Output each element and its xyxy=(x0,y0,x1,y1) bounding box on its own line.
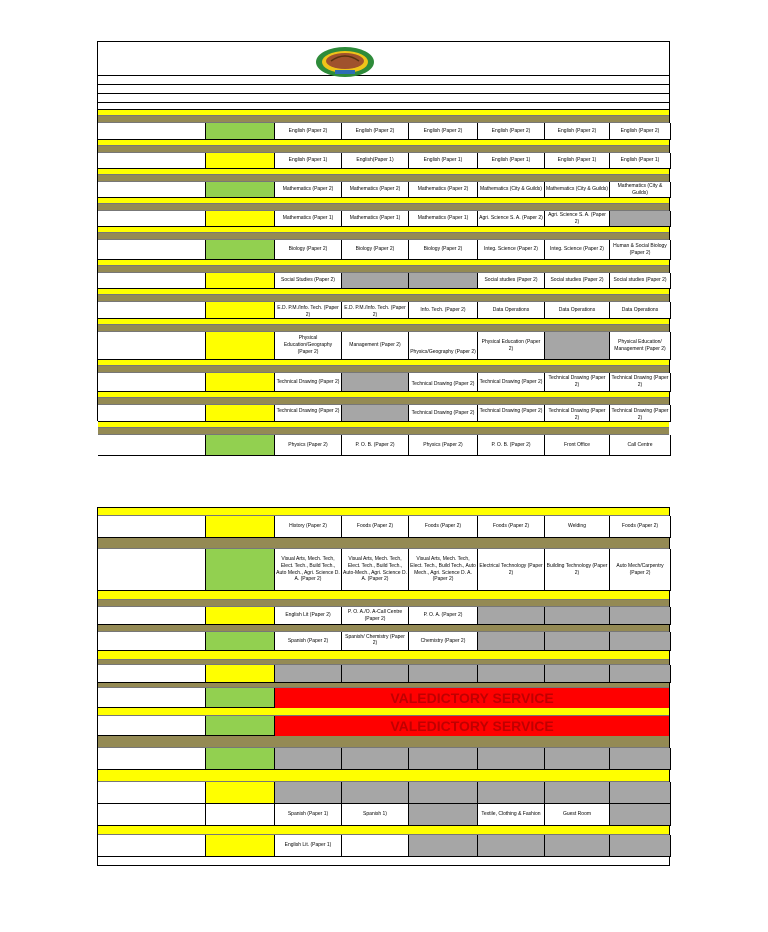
subject-cell: Technical Drawing (Paper 2) xyxy=(409,405,478,422)
olive-band xyxy=(98,266,669,273)
subject-cell xyxy=(409,273,478,289)
subject-cell xyxy=(610,607,671,625)
subject-cell: Mathematics (Paper 1) xyxy=(342,211,409,227)
olive-band xyxy=(98,398,669,405)
row-marker-cell xyxy=(206,123,275,140)
row-marker-cell xyxy=(206,748,275,770)
row-label-cell xyxy=(98,302,206,319)
school-crest-logo xyxy=(313,46,377,78)
olive-band xyxy=(98,736,669,748)
row-label-cell xyxy=(98,748,206,770)
schedule-row xyxy=(98,373,669,392)
row-marker-cell xyxy=(206,182,275,198)
row-label-cell xyxy=(98,211,206,227)
subject-cell: Physical Education/Geography (Paper 2) xyxy=(275,332,342,360)
subject-cell: Visual Arts, Mech. Tech, Elect. Tech., Build Tech., Auto Mech., Agri. Science D. A. (Paper 2) xyxy=(409,549,478,591)
subject-cell xyxy=(275,665,342,683)
row-label-cell xyxy=(98,273,206,289)
schedule-row xyxy=(98,240,669,260)
subject-cell xyxy=(342,748,409,770)
olive-band xyxy=(98,175,669,182)
subject-cell: Mathematics (Paper 2) xyxy=(342,182,409,198)
row-marker-cell xyxy=(206,405,275,422)
subject-cell: Physics/Geography (Paper 2) xyxy=(409,332,478,360)
subject-cell xyxy=(610,748,671,770)
yellow-band xyxy=(98,508,669,516)
subject-cell xyxy=(342,373,409,392)
subject-cell xyxy=(610,211,671,227)
subject-cell: Mathematics (Paper 1) xyxy=(275,211,342,227)
subject-cell: Mathematics (City & Guilds) xyxy=(478,182,545,198)
subject-cell: Integ. Science (Paper 2) xyxy=(478,240,545,260)
subject-cell: Welding xyxy=(545,516,610,538)
row-marker-cell xyxy=(206,782,275,804)
subject-cell xyxy=(478,748,545,770)
subject-cell: English (Paper 2) xyxy=(545,123,610,140)
subject-cell: Front Office xyxy=(545,435,610,456)
subject-cell: Technical Drawing (Paper 2) xyxy=(275,373,342,392)
subject-cell xyxy=(409,835,478,857)
subject-cell xyxy=(275,782,342,804)
subject-cell: Management (Paper 2) xyxy=(342,332,409,360)
subject-cell xyxy=(409,782,478,804)
schedule-row xyxy=(98,153,669,169)
schedule-row xyxy=(98,632,669,651)
schedule-row xyxy=(98,273,669,289)
subject-cell: Spanish (Paper 2) xyxy=(275,632,342,651)
olive-band xyxy=(98,366,669,373)
schedule-row xyxy=(98,302,669,319)
yellow-band xyxy=(98,651,669,660)
subject-cell: English (Paper 1) xyxy=(275,153,342,169)
row-marker-cell xyxy=(206,332,275,360)
subject-cell: Physical Education (Paper 2) xyxy=(478,332,545,360)
schedule-row xyxy=(98,405,669,422)
row-marker-cell xyxy=(206,302,275,319)
subject-cell: Social Studies (Paper 2) xyxy=(275,273,342,289)
row-label-cell xyxy=(98,516,206,538)
subject-cell: P. O. A./O. A-Call Centre (Paper 2) xyxy=(342,607,409,625)
row-label-cell xyxy=(98,435,206,456)
subject-cell: Textile, Clothing & Fashion xyxy=(478,804,545,826)
subject-cell: Human & Social Biology (Paper 2) xyxy=(610,240,671,260)
timetable-sheet-2 xyxy=(97,507,670,866)
subject-cell: English (Paper 2) xyxy=(610,123,671,140)
subject-cell xyxy=(409,665,478,683)
subject-cell: Physics (Paper 2) xyxy=(275,435,342,456)
schedule-row xyxy=(98,607,669,625)
subject-cell: Data Operations xyxy=(610,302,671,319)
olive-band xyxy=(98,146,669,153)
row-marker-cell xyxy=(206,516,275,538)
subject-cell xyxy=(545,835,610,857)
olive-band xyxy=(98,625,669,632)
subject-cell xyxy=(342,782,409,804)
subject-cell: Technical Drawing (Paper 2) xyxy=(545,405,610,422)
yellow-band xyxy=(98,708,669,716)
subject-cell: E.D. P.M./Info. Tech. (Paper 2) xyxy=(275,302,342,319)
row-marker-cell xyxy=(206,665,275,683)
row-marker-cell xyxy=(206,153,275,169)
subject-cell: Visual Arts, Mech. Tech, Elect. Tech., Build Tech., Auto Mech., Agri. Science D. A. (Paper 2) xyxy=(275,549,342,591)
subject-cell: Biology (Paper 2) xyxy=(409,240,478,260)
subject-cell: Foods (Paper 2) xyxy=(409,516,478,538)
subject-cell: Technical Drawing (Paper 2) xyxy=(610,405,671,422)
row-label-cell xyxy=(98,332,206,360)
row-label-cell xyxy=(98,373,206,392)
schedule-row xyxy=(98,549,669,591)
schedule-row xyxy=(98,123,669,140)
row-marker-cell xyxy=(206,273,275,289)
subject-cell: English Lit. (Paper 1) xyxy=(275,835,342,857)
row-marker-cell xyxy=(206,804,275,826)
subject-cell: Electrical Technology (Paper 2) xyxy=(478,549,545,591)
subject-cell: Building Technology (Paper 2) xyxy=(545,549,610,591)
subject-cell: English (Paper 1) xyxy=(409,153,478,169)
subject-cell xyxy=(545,665,610,683)
subject-cell: Spanish/ Chemistry (Paper 2) xyxy=(342,632,409,651)
schedule-row xyxy=(98,804,669,826)
subject-cell: Mathematics (City & Guilds) xyxy=(545,182,610,198)
subject-cell xyxy=(610,665,671,683)
subject-cell xyxy=(545,748,610,770)
olive-band xyxy=(98,538,669,549)
subject-cell: Mathematics (City & Guilds) xyxy=(610,182,671,198)
subject-cell: Technical Drawing (Paper 2) xyxy=(409,373,478,392)
valedictory-row xyxy=(98,716,669,736)
row-marker-cell xyxy=(206,373,275,392)
subject-cell: English Lit (Paper 2) xyxy=(275,607,342,625)
olive-band xyxy=(98,116,669,123)
subject-cell: Biology (Paper 2) xyxy=(342,240,409,260)
row-marker-cell xyxy=(206,632,275,651)
yellow-band xyxy=(98,826,669,835)
subject-cell: Social studies (Paper 2) xyxy=(478,273,545,289)
subject-cell xyxy=(478,782,545,804)
subject-cell xyxy=(478,632,545,651)
row-label-cell xyxy=(98,182,206,198)
row-marker-cell xyxy=(206,549,275,591)
subject-cell: Physics (Paper 2) xyxy=(409,435,478,456)
row-label-cell xyxy=(98,632,206,651)
subject-cell: Visual Arts, Mech. Tech, Elect. Tech., Build Tech., Auto-Mech., Agri. Science D. A. (Paper 2) xyxy=(342,549,409,591)
subject-cell xyxy=(545,632,610,651)
subject-cell: Chemistry (Paper 2) xyxy=(409,632,478,651)
subject-cell: English (Paper 2) xyxy=(275,123,342,140)
row-label-cell xyxy=(98,804,206,826)
row-marker-cell xyxy=(206,688,275,708)
valedictory-service-banner: VALEDICTORY SERVICE xyxy=(275,716,669,736)
subject-cell: P. O. B. (Paper 2) xyxy=(342,435,409,456)
valedictory-row xyxy=(98,688,669,708)
subject-cell: English(Paper 1) xyxy=(342,153,409,169)
row-marker-cell xyxy=(206,716,275,736)
subject-cell xyxy=(610,804,671,826)
subject-cell: Call Centre xyxy=(610,435,671,456)
row-label-cell xyxy=(98,665,206,683)
subject-cell: History (Paper 2) xyxy=(275,516,342,538)
subject-cell: Mathematics (Paper 1) xyxy=(409,211,478,227)
schedule-row xyxy=(98,516,669,538)
subject-cell: Data Operations xyxy=(478,302,545,319)
schedule-row xyxy=(98,835,669,857)
schedule-row xyxy=(98,211,669,227)
schedule-row xyxy=(98,782,669,804)
subject-cell xyxy=(610,835,671,857)
subject-cell: Technical Drawing (Paper 2) xyxy=(545,373,610,392)
subject-cell: Agri. Science S. A. (Paper 2) xyxy=(478,211,545,227)
subject-cell: English (Paper 2) xyxy=(342,123,409,140)
subject-cell: Physical Education/ Management (Paper 2) xyxy=(610,332,671,360)
subject-cell: Agri. Science S. A. (Paper 2) xyxy=(545,211,610,227)
row-marker-cell xyxy=(206,211,275,227)
subject-cell xyxy=(409,804,478,826)
subject-cell: Technical Drawing (Paper 2) xyxy=(275,405,342,422)
subject-cell: Foods (Paper 2) xyxy=(342,516,409,538)
subject-cell: Technical Drawing (Paper 2) xyxy=(478,373,545,392)
subject-cell: Mathematics (Paper 2) xyxy=(275,182,342,198)
olive-band xyxy=(98,233,669,240)
schedule-row xyxy=(98,665,669,683)
subject-cell xyxy=(545,607,610,625)
row-label-cell xyxy=(98,240,206,260)
subject-cell: Technical Drawing (Paper 2) xyxy=(478,405,545,422)
subject-cell: Info. Tech. (Paper 2) xyxy=(409,302,478,319)
subject-cell: Data Operations xyxy=(545,302,610,319)
subject-cell xyxy=(478,665,545,683)
row-label-cell xyxy=(98,782,206,804)
subject-cell: Foods (Paper 2) xyxy=(610,516,671,538)
olive-band xyxy=(98,204,669,211)
subject-cell xyxy=(409,748,478,770)
subject-cell xyxy=(342,273,409,289)
subject-cell: Technical Drawing (Paper 2) xyxy=(610,373,671,392)
subject-cell: Social studies (Paper 2) xyxy=(610,273,671,289)
schedule-row xyxy=(98,182,669,198)
subject-cell: Auto Mech/Carpentry (Paper 2) xyxy=(610,549,671,591)
subject-cell: P. O. A. (Paper 2) xyxy=(409,607,478,625)
subject-cell xyxy=(342,665,409,683)
row-label-cell xyxy=(98,153,206,169)
row-label-cell xyxy=(98,123,206,140)
subject-cell xyxy=(342,405,409,422)
subject-cell: Mathematics (Paper 2) xyxy=(409,182,478,198)
subject-cell: Guest Room xyxy=(545,804,610,826)
subject-cell xyxy=(610,782,671,804)
row-marker-cell xyxy=(206,607,275,625)
subject-cell: Social studies (Paper 2) xyxy=(545,273,610,289)
subject-cell xyxy=(545,782,610,804)
subject-cell: Biology (Paper 2) xyxy=(275,240,342,260)
subject-cell: Foods (Paper 2) xyxy=(478,516,545,538)
subject-cell: English (Paper 1) xyxy=(545,153,610,169)
row-marker-cell xyxy=(206,240,275,260)
subject-cell: Spanish 1) xyxy=(342,804,409,826)
subject-cell xyxy=(275,748,342,770)
yellow-band xyxy=(98,591,669,600)
logo-header xyxy=(98,42,669,76)
yellow-band xyxy=(98,770,669,782)
subject-cell: Spanish (Paper 1) xyxy=(275,804,342,826)
row-label-cell xyxy=(98,405,206,422)
olive-band xyxy=(98,428,669,435)
subject-cell xyxy=(545,332,610,360)
row-label-cell xyxy=(98,835,206,857)
valedictory-service-banner: VALEDICTORY SERVICE xyxy=(275,688,669,708)
subject-cell: English (Paper 1) xyxy=(478,153,545,169)
subject-cell xyxy=(478,607,545,625)
row-marker-cell xyxy=(206,435,275,456)
subject-cell: E.D. P.M./Info. Tech. (Paper 2) xyxy=(342,302,409,319)
subject-cell: English (Paper 2) xyxy=(409,123,478,140)
subject-cell: P. O. B. (Paper 2) xyxy=(478,435,545,456)
olive-band xyxy=(98,295,669,302)
schedule-row xyxy=(98,435,669,456)
subject-cell xyxy=(478,835,545,857)
schedule-row xyxy=(98,748,669,770)
subject-cell xyxy=(610,632,671,651)
row-label-cell xyxy=(98,607,206,625)
subject-cell: English (Paper 1) xyxy=(610,153,671,169)
schedule-row xyxy=(98,332,669,360)
subject-cell: English (Paper 2) xyxy=(478,123,545,140)
row-label-cell xyxy=(98,716,206,736)
subject-cell xyxy=(342,835,409,857)
olive-band xyxy=(98,325,669,332)
row-label-cell xyxy=(98,549,206,591)
row-label-cell xyxy=(98,688,206,708)
olive-band xyxy=(98,600,669,607)
subject-cell: Integ. Science (Paper 2) xyxy=(545,240,610,260)
timetable-sheet-1 xyxy=(97,41,670,448)
row-marker-cell xyxy=(206,835,275,857)
